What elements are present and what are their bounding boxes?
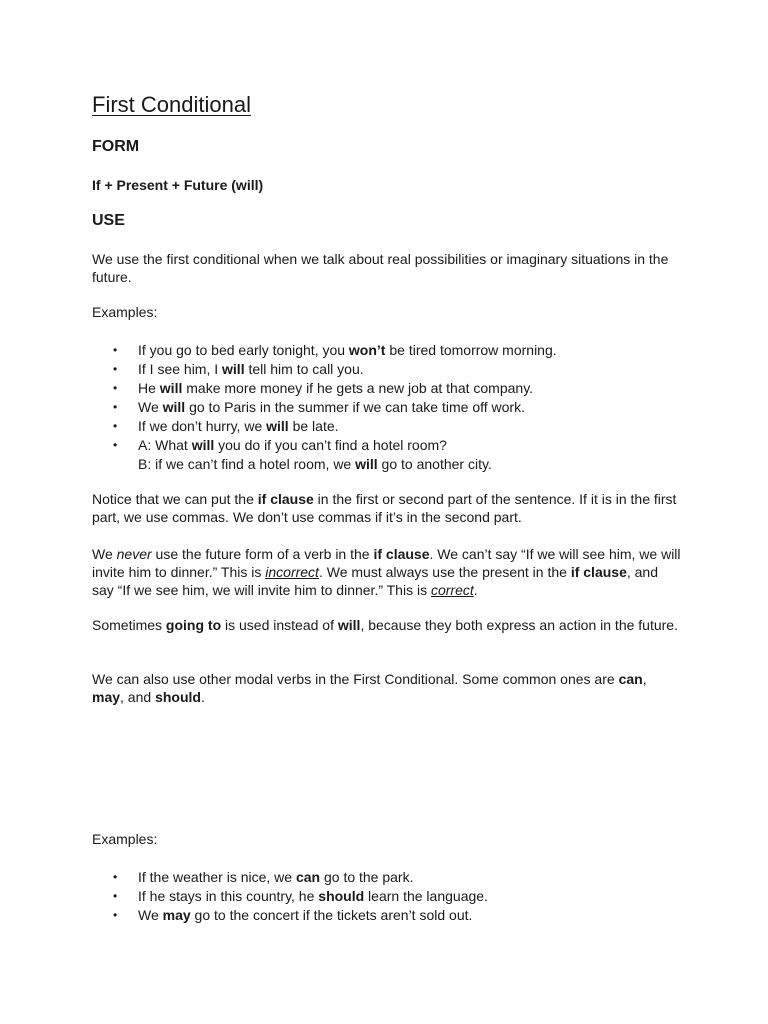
list-item	[92, 379, 692, 398]
bullet-icon: •	[113, 908, 118, 922]
text-run: .	[473, 582, 478, 598]
example-text: go to another city.	[377, 456, 492, 472]
example-modal: will	[355, 456, 378, 472]
list-item	[92, 398, 692, 417]
term-if-clause: if clause	[570, 564, 627, 580]
example-text: B: if we can’t find a hotel room, we	[138, 456, 356, 472]
bullet-icon: •	[113, 870, 118, 884]
example-modal: may	[162, 907, 191, 923]
modal-verbs-paragraph	[92, 670, 682, 706]
example-modal: won’t	[348, 342, 386, 358]
text-run: . We can’t say “If we will see him, we will invite him to dinner.” This is	[92, 546, 681, 580]
text-run: , and say “If we see him, we will invite him to dinner.” This is	[92, 564, 658, 598]
example-text: If he stays in this country, he	[138, 888, 319, 904]
text-run: , and	[120, 689, 156, 705]
example-text: learn the language.	[364, 888, 488, 904]
text-run: Notice that we can put the	[92, 491, 258, 507]
list-item	[92, 341, 692, 360]
example-modal: will	[191, 437, 215, 453]
list-item	[92, 887, 692, 906]
page-title: First Conditional	[92, 92, 251, 117]
examples-label: Examples:	[92, 304, 158, 320]
text-run: Sometimes	[92, 617, 166, 633]
example-modal: will	[162, 399, 186, 415]
term-if-clause: if clause	[373, 546, 430, 562]
list-item	[92, 906, 692, 925]
term-going-to: going to	[165, 617, 222, 633]
example-text: We	[138, 399, 163, 415]
example-text: go to Paris in the summer if we can take time off work.	[185, 399, 525, 415]
example-modal: will	[222, 361, 245, 377]
emphasis-correct: correct	[430, 582, 474, 598]
term-if-clause: if clause	[257, 491, 314, 507]
example-text: you do if you can’t find a hotel room?	[214, 437, 447, 453]
emphasis-never: never	[116, 546, 152, 562]
text-run: is used instead of	[221, 617, 338, 633]
example-text: If we don’t hurry, we	[138, 418, 267, 434]
list-item	[92, 360, 692, 379]
example-text: If I see him, I	[138, 361, 223, 377]
use-paragraph: We use the first conditional when we talk about real possibilities or imaginary situations in the future.	[92, 251, 669, 285]
text-run: ,	[642, 671, 647, 687]
example-modal: should	[318, 888, 365, 904]
form-heading: FORM	[92, 138, 140, 155]
example-text: be tired tomorrow morning.	[385, 342, 557, 358]
examples-label: Examples:	[92, 831, 158, 847]
examples-list	[92, 341, 692, 474]
text-run: We	[92, 546, 117, 562]
example-modal: will	[266, 418, 289, 434]
example-text: go to the park.	[320, 869, 414, 885]
notice-paragraph	[92, 490, 682, 526]
term-may: may	[92, 689, 121, 705]
example-text: If you go to bed early tonight, you	[138, 342, 349, 358]
bullet-icon: •	[113, 889, 118, 903]
example-text: We	[138, 907, 163, 923]
example-text: be late.	[288, 418, 339, 434]
never-paragraph	[92, 545, 682, 599]
formula-text: If + Present + Future (will)	[92, 177, 264, 193]
example-modal: will	[159, 380, 183, 396]
text-run: . We must always use the present in the	[318, 564, 571, 580]
term-can: can	[618, 671, 643, 687]
term-will: will	[337, 617, 361, 633]
example-text: go to the concert if the tickets aren’t sold out.	[190, 907, 473, 923]
bullet-icon: •	[113, 362, 118, 376]
text-run: We can also use other modal verbs in the First Conditional. Some common ones are	[92, 671, 619, 687]
example-text: tell him to call you.	[244, 361, 364, 377]
bullet-icon: •	[113, 419, 118, 433]
bullet-icon: •	[113, 438, 118, 452]
text-run: use the future form of a verb in the	[151, 546, 374, 562]
bullet-icon: •	[113, 343, 118, 357]
text-run: , because they both express an action in the future.	[360, 617, 678, 633]
text-run: in the first or second part of the sentence. If it is in the first part, we use commas. We don’t use commas if it’s in the second part.	[92, 491, 677, 525]
example-text: He	[138, 380, 160, 396]
use-heading: USE	[92, 212, 125, 229]
bullet-icon: •	[113, 381, 118, 395]
example-text: make more money if he gets a new job at that company.	[182, 380, 534, 396]
modal-examples-list	[92, 868, 692, 925]
list-item	[92, 417, 692, 436]
bullet-icon: •	[113, 400, 118, 414]
term-should: should	[155, 689, 201, 705]
example-text: If the weather is nice, we	[138, 869, 296, 885]
text-run: .	[200, 689, 205, 705]
list-item	[92, 868, 692, 887]
going-to-paragraph	[92, 616, 682, 634]
example-text: A: What	[138, 437, 192, 453]
emphasis-incorrect: incorrect	[265, 564, 319, 580]
list-item	[92, 436, 692, 474]
example-modal: can	[295, 869, 321, 885]
